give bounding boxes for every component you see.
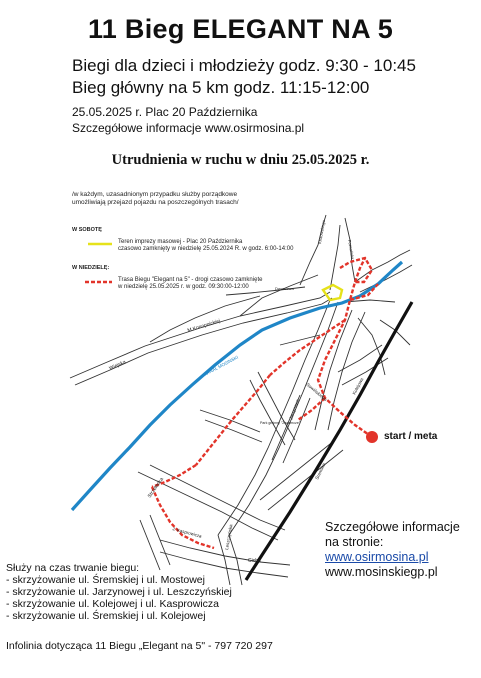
start-meta-marker [366, 431, 378, 443]
info-line1: Szczegółowe informacje [325, 520, 460, 534]
street-dworcowa: Dworcowa [275, 286, 294, 291]
street-sowinskiego: Sowińskiego [305, 381, 328, 403]
info-box [325, 520, 460, 580]
header-info: Szczegółowe informacje www.osirmosina.pl [72, 121, 305, 135]
services-list [6, 562, 232, 622]
osir-link[interactable]: www.osirmosina.pl [325, 550, 429, 564]
services-item: - skrzyżowanie ul. Śremskiej i ul. Mostowej [6, 574, 205, 586]
street-cicha: Cicha [248, 558, 261, 564]
start-meta-label: start / meta [384, 431, 438, 442]
street-kolejowa: Kolejowa [351, 376, 365, 396]
services-item: - skrzyżowanie ul. Jarzynowej i ul. Leszczyńskiej [6, 586, 232, 598]
legend-saturday-line1: Teren imprezy masowej - Plac 20 Października [118, 239, 243, 245]
hotline: Infolinia dotycząca 11 Biegu „Elegant na 5" - 797 720 297 [6, 640, 273, 652]
main-run-time: Bieg główny na 5 km godz. 11:15-12:00 [72, 78, 370, 97]
kids-run-time: Biegi dla dzieci i młodzieży godz. 9:30 - 10:45 [72, 56, 416, 75]
disruptions-title: Utrudnienia w ruchu w dniu 25.05.2025 r. [111, 152, 370, 168]
street-krotowskiego: Krotowskiego [317, 219, 327, 245]
street-konopnickiej: M.Konopnickiej [186, 318, 222, 334]
street-sremska: Śremska [314, 462, 327, 481]
street-leszczynska: Leszczyńska [224, 523, 234, 551]
street-wiejska: Wiejska [108, 359, 127, 372]
date-place: 25.05.2025 r. Plac 20 Października [72, 105, 258, 119]
services-item: - skrzyżowanie ul. Kolejowej i ul. Kasprowicza [6, 598, 219, 610]
label-canal: KANAŁ MOSIŃSKI [203, 354, 240, 377]
legend-saturday-header: W SOBOTĘ [72, 227, 102, 233]
info-line2: na stronie: [325, 535, 384, 549]
page-title: 11 Bieg ELEGANT NA 5 [87, 14, 394, 44]
services-title: Służy na czas trwanie biegu: [6, 562, 140, 574]
saturday-area [323, 285, 342, 300]
street-poznanska: Poznańska [347, 239, 356, 260]
legend-sunday-header: W NIEDZIELĘ: [72, 265, 110, 271]
legend-sunday-line2: w niedzielę 25.05.2025 r. w godz. 09:30:00-12:00 [118, 284, 249, 290]
label-park: Park gminny "Zazamcze" [260, 421, 301, 425]
services-item: - skrzyżowanie ul. Śremskiej i ul. Kolejowej [6, 610, 206, 622]
legend-saturday-line2: czasowo zamknięty w niedzielę 25.05.2024 R. w godz. 6:00-14:00 [118, 246, 294, 252]
street-jarzynowa: Jarzynowa [288, 398, 301, 421]
street-kasprowicza: J. Kasprowicza [171, 526, 203, 539]
map-note-line1: /w każdym, uzasadnionym przypadku służby porządkowe [72, 191, 238, 198]
street-strzelecka: Strzelecka [146, 476, 166, 500]
map-note-line2: umożliwiają przejazd pojazdu na poszczególnych trasach/ [72, 199, 239, 206]
legend-sunday-line1: Trasa Biegu "Elegant na 5" - drogi czasowo zamknięte [118, 277, 263, 283]
mosinskiegp-text: www.mosinskiegp.pl [325, 565, 438, 579]
